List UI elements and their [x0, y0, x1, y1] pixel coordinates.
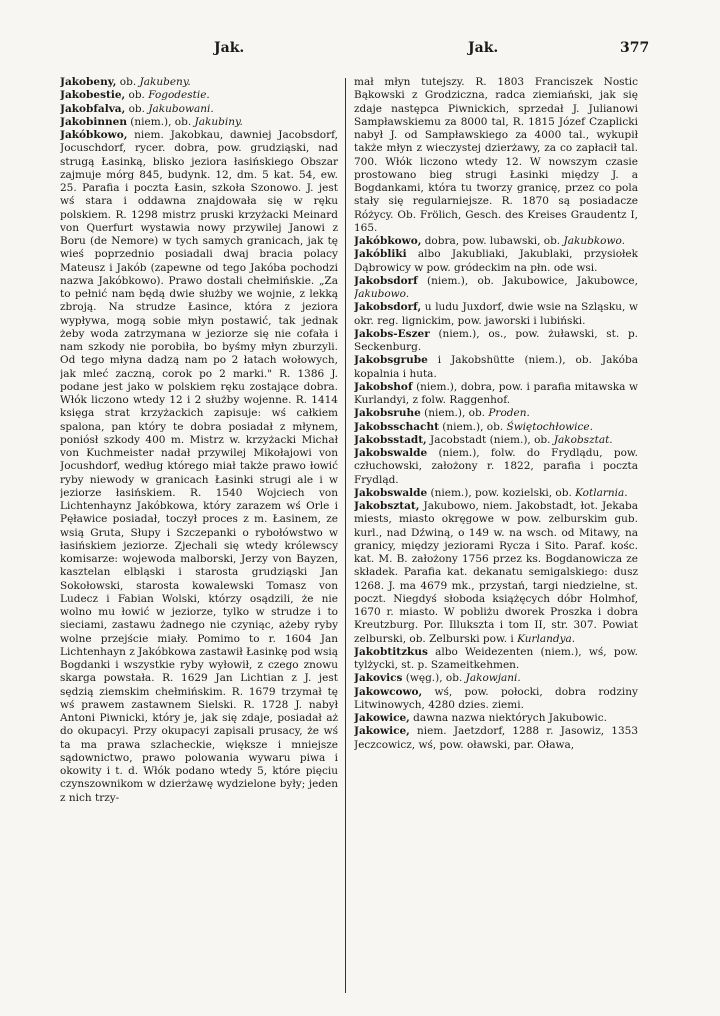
running-head-right: Jak. — [468, 40, 499, 56]
dictionary-entry — [60, 103, 338, 116]
dictionary-entry — [354, 686, 638, 713]
entry-headword: Jakobfalva, — [60, 102, 126, 115]
right-column — [354, 76, 638, 996]
entry-text: (niem.), dobra, pow. i parafia mitawska w Kurlandyi, z folw. Raggenhof. — [354, 380, 638, 406]
dictionary-entry — [354, 381, 638, 408]
entry-headword: Jakobs-Eszer — [354, 327, 430, 340]
entry-headword: Jakobsruhe — [354, 407, 421, 420]
entry-reference: Kotlarnia. — [575, 486, 628, 499]
entry-text: niem. Jakobkau, dawniej Jacobsdorf, Jocuschdorf, rycer. dobra, pow. grudziąski, nad strugą Łasinką, blisko jeziora łasińskiego Obszar zajmuje mórg 845, budynk. 12, dm. 5 kat. 54, ew. 25. Parafia i poczta Łasin, szkoła Szonowo. J. jest wś stara i oddawna znajdowała się w ręku polskiem. R. 1298 mistrz pruski krzyżacki Meinard von Querfurt wystawia nowy przywilej Janowi z Boru (de Nemore) w tych samych granicach, jak tę wieś poprzednio posiadali dwaj bracia polacy Mateusz i Jakób (zapewne od tego Jakóba pochodzi nazwa Jakóbkowo). Prawo dostali chełmińskie. „Za to pełnić nam będą dwie służby we wojnie, z lekką zbroją. Na strudze Łasince, która z jeziora wypływa, mogą sobie młyn postawić, tak jednak żeby woda zatrzymana w jeziorze się nie cofała i nam szkody nie porobiła, bo byśmy młyn zburzyli. Od tego młyna dadzą nam po 2 łatach wołowych, jak mleć zaczną, corok po 2 marki." R. 1386 J. podane jest jako w polskiem ręku zostające dobra. Włók liczono wtedy 12 i 2 służby wojenne. R. 1414 księga strat krzyżackich zapisuje: wś całkiem spalona, pan który te dobra posiadał z młynem, poniósł szkody 400 m. Mistrz w. krzyżacki Michał von Kuchmeister nadał przywilej Mikołajowi von Jocushdorf, według którego miał także prawo łowić ryby niewody w granicach Łasinki strugi ale i w jeziorze łasińskiem. R. 1540 Wojciech von Lichtenhaynz Jakóbkowa, który zarazem wś Orle i Pęławice posiadał, toczył proces z m. Łasinem, ze wsią Gruta, Słupy i Szczepanki o rybołówstwo w łasińskiem jeziorze. Zjechali się wtedy królewscy komisarze: wojewoda malborski, Jerzy von Bayzen, kasztelan elbląski i starosta grudziąski Jan Sokołowski, starosta kowalewski Tomasz von Ludecz i Fabian Wolski, którzy osądzili, że nie wolno mu łowić w jeziorze, tylko w strudze i to sieciami, zastawu żadnego nie czyniąc, ażeby ryby wolne przejście miały. Pomimo to r. 1604 Jan Lichtenhayn z Jakóbkowa zastawił Łasinkę pod wsią Bogdanki i wszystkie ryby wyłowił, z czego znowu skarga powstała. R. 1629 Jan Lichtian z J. jest sędzią ziemskim chełmińskim. R. 1679 trzymał tę wś prawem zastawnem Sielski. R. 1728 J. nabył Antoni Piwnicki, który je, jak się zdaje, posiadał aż do okupacyi. Przy okupacyi zapisali prusacy, że wś ta ma prawa szlacheckie, większe i mniejsze sądownictwo, prawo polowania wywaru piwa i okowity i t. d. Włók podano wtedy 5, które pięciu czynszownikom w dzierżawę wydzielone były; jeden z nich trzy- — [60, 129, 338, 804]
dictionary-entry — [354, 407, 638, 420]
entry-text: wś, pow. połocki, dobra rodziny Litwinowych, 4280 dzies. ziemi. — [354, 685, 638, 711]
entry-headword: Jakóbkowo, — [354, 235, 422, 247]
left-column — [60, 76, 338, 996]
entry-text: ob. — [125, 102, 149, 115]
dictionary-entry — [354, 672, 638, 685]
entry-headword: Jakobswalde — [354, 447, 428, 459]
entry-text: (niem.), pow. kozielski, ob. — [427, 486, 576, 499]
dictionary-entry — [354, 447, 638, 487]
dictionary-entry — [354, 328, 638, 355]
entry-reference: Jakubowani. — [148, 102, 214, 115]
entry-reference: Świętochłowice. — [506, 420, 593, 433]
entry-reference: Fogodestie. — [148, 89, 210, 102]
entry-headword: Jakobestie, — [60, 89, 126, 102]
column-divider — [345, 78, 346, 993]
dictionary-entry — [354, 248, 638, 275]
entry-text: (niem.), ob. Jakubowice, Jakubowce, — [417, 274, 638, 287]
entry-headword: Jakobtitzkus — [354, 645, 428, 658]
entry-text: (niem.), ob. — [420, 407, 489, 420]
entry-reference: Jakubkowo. — [563, 235, 625, 247]
entry-text: Jacobstadt (niem.), ob. — [426, 433, 554, 446]
dictionary-entry — [354, 487, 638, 500]
dictionary-entry — [60, 89, 338, 102]
page-number: 377 — [620, 40, 650, 56]
entry-headword: Jakowice, — [354, 712, 410, 724]
entry-reference: Proden. — [488, 407, 530, 420]
page-header — [0, 40, 720, 64]
entry-headword: Jakóbkowo, — [60, 129, 128, 141]
entry-text: ob. — [125, 89, 149, 102]
entry-text: (niem.), ob. — [438, 420, 507, 433]
entry-text: (niem.), os., pow. żuławski, st. p. Seckenburg. — [354, 327, 638, 353]
entry-text: (niem.), folw. do Frydlądu, pow. człuchowski, założony r. 1822, parafia i poczta Frydląd. — [354, 447, 638, 486]
entry-headword: Jakowice, — [354, 725, 410, 738]
entry-headword: Jakobeny, — [60, 76, 117, 88]
dictionary-entry — [354, 301, 638, 328]
dictionary-entry — [60, 116, 338, 129]
entry-text: u ludu Juxdorf, dwie wsie na Szląsku, w okr. reg. lignickim, pow. jaworski i lubiński. — [354, 301, 638, 327]
entry-headword: Jakobsstadt, — [354, 433, 427, 446]
entry-text: ob. — [116, 76, 140, 88]
entry-headword: Jakobswalde — [354, 486, 428, 499]
entry-reference: Jakobsztat. — [553, 433, 613, 446]
entry-reference: Jakowjani. — [465, 672, 521, 685]
dictionary-entry — [60, 129, 338, 805]
dictionary-entry — [354, 725, 638, 752]
entry-text: niem. Jaetzdorf, 1288 r. Jasowiz, 1353 Jeczcowicz, wś, pow. oławski, par. Oława, — [354, 725, 638, 751]
dictionary-entry — [354, 235, 638, 248]
entry-headword: Jakowcowo, — [354, 685, 423, 698]
entry-headword: Jakóbliki — [354, 248, 407, 261]
entry-headword: Jakobsdorf, — [354, 301, 422, 314]
entry-reference: Jakubowo. — [354, 288, 410, 300]
entry-reference: Kurlandya. — [517, 632, 576, 645]
entry-text: dawna nazwa niektórych Jakubowic. — [409, 712, 607, 724]
entry-headword: Jakobsdorf — [354, 274, 418, 287]
entry-headword: Jakobsgrube — [354, 354, 428, 367]
entry-text: i Jakobshütte (niem.), ob. Jakóba kopalnia i huta. — [354, 354, 638, 380]
dictionary-entry — [354, 421, 638, 434]
dictionary-entry — [60, 76, 338, 89]
entry-reference: Jakubiny. — [194, 115, 243, 128]
entry-text: mał młyn tutejszy. R. 1803 Franciszek Nostic Bąkowski z Grodziczna, radca ziemiański, jak się zdaje następca Piwnickich, sprzedał J. Julianowi Sampławskiemu za 8000 tal, R. 1815 Józef Czaplicki nabył J. od Sampławskiego za 4000 tal., wykupił także młyn z wieczystej dzierżawy, za co zapłacił tal. 700. Włók liczono wtedy 12. W nowszym czasie prostowano bieg strugi Łasinki między J. a Bogdankami, która tu tworzy granicę, przez co pola stały się regularniejsze. R. 1870 są posiadacze Różycy. Ob. Frölich, Gesch. des Kreises Graudentz I, 165. — [354, 76, 638, 234]
entry-reference: Jakubeny. — [139, 76, 191, 88]
dictionary-entry — [354, 712, 638, 725]
dictionary-entry — [354, 646, 638, 673]
entry-text: (niem.), ob. — [126, 115, 195, 128]
entry-headword: Jakobshof — [354, 380, 413, 393]
entry-headword: Jakobsztat, — [354, 500, 420, 512]
running-head-left: Jak. — [214, 40, 245, 56]
dictionary-entry — [354, 500, 638, 646]
entry-text: Jakubowo, niem. Jakobstadt, łot. Jekaba miests, miasto okręgowe w pow. zelburskim gub. kurl., nad Dźwiną, o 149 w. na wsch. od Mitawy, na granicy, między jeziorami Rycza i Sito. Paraf. kośc. kat. M. B. założony 1756 przez ks. Bogdanowicza ze składek. Parafia kat. dekanatu semigalskiego: dusz 1268. J. ma 4679 mk., przystań, targi niedzielne, st. poczt. Niegdyś słoboda książęcych dóbr Holmhof, 1670 r. miasto. W pobliżu dworek Proszka i dobra Kreutzburg. Por. Illukszta i tom II, str. 307. Powiat zelburski, ob. Zelburski pow. i — [354, 500, 638, 645]
entry-text: albo Jakubliaki, Jakublaki, przysiołek Dąbrowicy w pow. gródeckim na płn. ode wsi. — [354, 248, 638, 274]
entry-text: (węg.), ob. — [402, 672, 466, 685]
dictionary-entry — [354, 354, 638, 381]
dictionary-entry — [354, 434, 638, 447]
entry-headword: Jakobinnen — [60, 115, 127, 128]
dictionary-entry — [354, 275, 638, 302]
entry-text: dobra, pow. lubawski, ob. — [421, 235, 564, 247]
entry-headword: Jakobsschacht — [354, 420, 439, 433]
entry-headword: Jakovics — [354, 672, 403, 685]
entry-text: albo Weidezenten (niem.), wś, pow. tylżycki, st. p. Szameitkehmen. — [354, 645, 638, 671]
dictionary-entry — [354, 76, 638, 235]
